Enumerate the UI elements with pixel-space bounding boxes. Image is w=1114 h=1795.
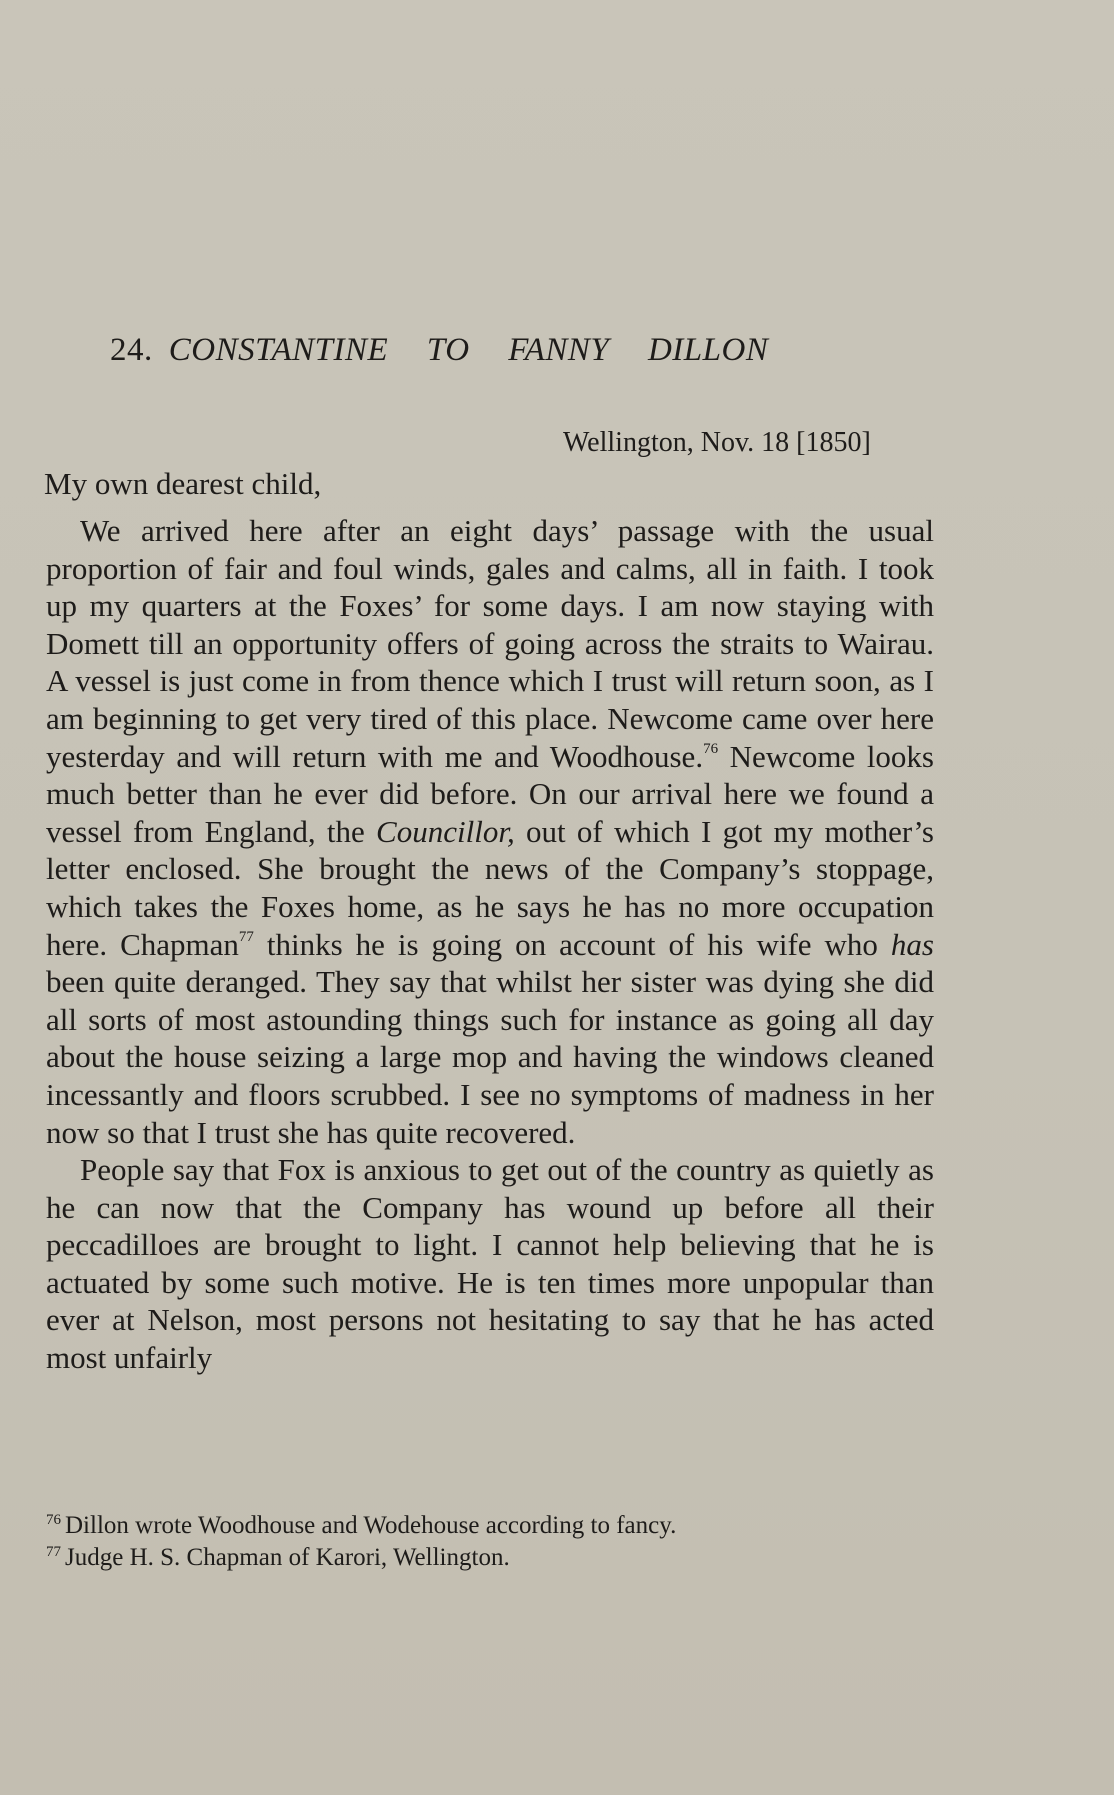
footnote-text: Dillon wrote Woodhouse and Wodehouse according to fancy. (65, 1512, 677, 1539)
letter-heading (110, 332, 768, 369)
footnote-76 (46, 1510, 676, 1542)
footnote-77 (46, 1542, 676, 1574)
paragraph-1 (46, 512, 934, 1151)
ship-name: Councillor, (376, 813, 515, 849)
paragraph-1-text-d: thinks he is going on account of his wife who (253, 926, 891, 962)
paragraph-1-text-b: Newcome looks much better than he ever did before. On our arrival here we found a vessel from England, the (46, 738, 934, 849)
footnotes (46, 1510, 676, 1574)
dateline: Wellington, Nov. 18 [1850] (563, 427, 871, 458)
footnote-ref-77: 77 (238, 928, 254, 945)
letter-body (46, 512, 934, 1377)
footnote-ref-76: 76 (703, 740, 719, 757)
salutation: My own dearest child, (44, 466, 322, 501)
paragraph-1-text-a: We arrived here after an eight days’ passage with the usual proportion of fair and foul winds, gales and calms, all in faith. I took up my quarters at the Foxes’ for some days. I am now staying with Domett till an opportunity offers of going across the straits to Wairau. A vessel is just come in from thence which I trust will return soon, as I am beginning to get very tired of this place. Newcome came over here yesterday and will return with me and Woodhouse. (46, 513, 934, 774)
footnote-mark: 77 (46, 1544, 61, 1560)
paragraph-1-text-c: out of which I got my mother’s letter enclosed. She brought the news of the Company’s stoppage, which takes the Foxes home, as he says he has no more occupation here. Chapman (46, 813, 934, 962)
emphasis-word: has (890, 926, 934, 962)
footnote-mark: 76 (46, 1512, 61, 1528)
paragraph-2: People say that Fox is anxious to get out of the country as quietly as he can now that the Company has wound up before all their peccadilloes are brought to light. I cannot help believing that he is actuated by some such motive. He is ten times more unpopular than ever at Nelson, most persons not hesitating to say that he has acted most unfairly (46, 1152, 934, 1376)
paragraph-1-text-e: been quite deranged. They say that whilst her sister was dying she did all sorts of most astounding things such for instance as going all day about the house seizing a large mop and having the windows cleaned incessantly and floors scrubbed. I see no symptoms of madness in her now so that I trust she has quite recovered. (46, 964, 934, 1150)
letter-number: 24. (110, 332, 153, 368)
footnote-text: Judge H. S. Chapman of Karori, Wellington. (65, 1544, 510, 1571)
letter-title: CONSTANTINE TO FANNY DILLON (168, 332, 769, 368)
